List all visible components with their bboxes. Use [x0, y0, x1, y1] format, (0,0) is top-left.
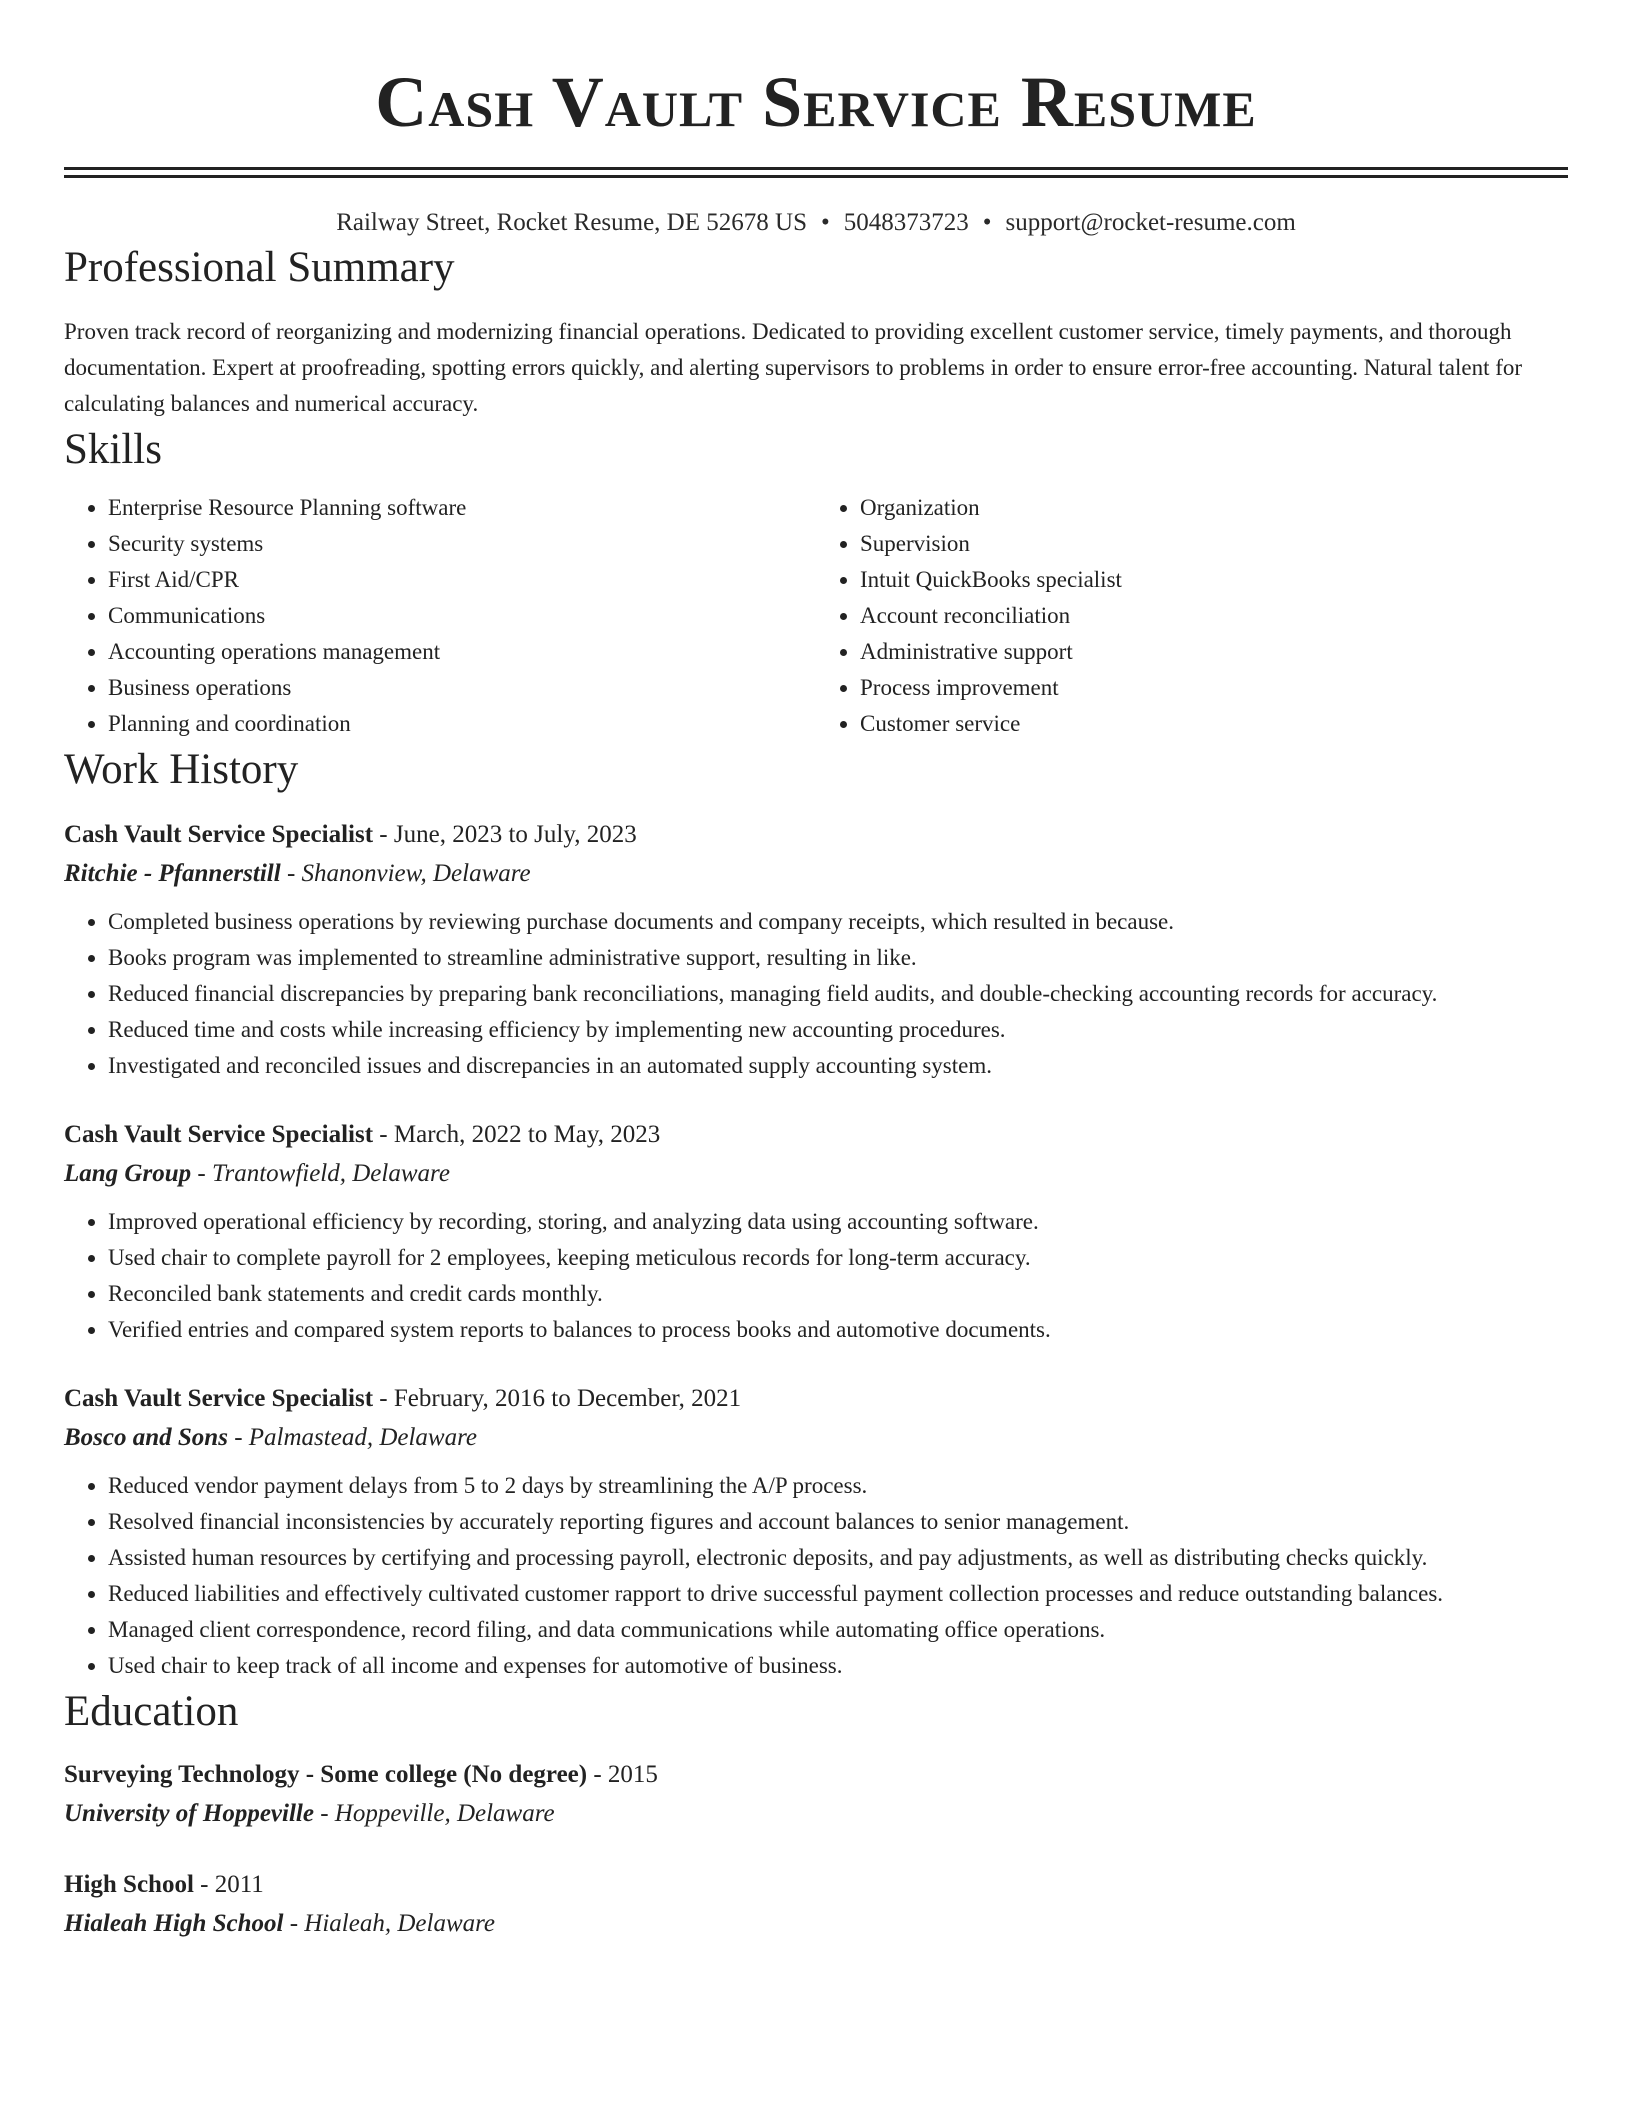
skill-item: • Security systems — [108, 526, 816, 562]
skill-item: • Administrative support — [860, 634, 1568, 670]
job-bullet: • Assisted human resources by certifying and processing payroll, electronic deposits, and pay adjustments, as well as distributing checks quickly. — [108, 1540, 1568, 1576]
education-degree: Surveying Technology - Some college (No degree) — [64, 1761, 588, 1788]
contact-phone: 5048373723 — [843, 209, 969, 236]
job-bullet: • Reduced liabilities and effectively cultivated customer rapport to drive successful payment collection processes and reduce outstanding balances. — [108, 1576, 1568, 1612]
contact-separator: • — [982, 209, 992, 236]
job-location: - Palmastead, Delaware — [227, 1424, 477, 1451]
job-company: Ritchie - Pfannerstill — [64, 860, 281, 887]
education-entry — [64, 1866, 1568, 1944]
professional-summary-section — [64, 240, 1568, 422]
skill-item: • Customer service — [860, 706, 1568, 742]
job-dates: - March, 2022 to May, 2023 — [373, 1121, 661, 1148]
job-bullet: • Managed client correspondence, record filing, and data communications while automating office operations. — [108, 1612, 1568, 1648]
job-header — [64, 1380, 1568, 1418]
job-bullets — [64, 1204, 1568, 1348]
job-bullet: • Reduced vendor payment delays from 5 to 2 days by streamlining the A/P process. — [108, 1468, 1568, 1504]
contact-address: Railway Street, Rocket Resume, DE 52678 US — [336, 209, 807, 236]
education-school: Hialeah High School — [64, 1910, 284, 1937]
skill-item: • Communications — [108, 598, 816, 634]
title-double-rule — [64, 167, 1568, 178]
education-entry — [64, 1756, 1568, 1834]
job-title: Cash Vault Service Specialist — [64, 1385, 374, 1412]
education-section — [64, 1684, 1568, 1944]
skills-section — [64, 422, 1568, 742]
education-degree: High School — [64, 1871, 194, 1898]
skill-item: • Accounting operations management — [108, 634, 816, 670]
section-heading-summary: Professional Summary — [64, 244, 455, 291]
education-degree-line — [64, 1756, 1568, 1794]
skill-item: • Account reconciliation — [860, 598, 1568, 634]
skill-item: • Supervision — [860, 526, 1568, 562]
section-heading-skills: Skills — [64, 426, 162, 473]
job-bullets — [64, 1468, 1568, 1684]
job-employer — [64, 1418, 1568, 1458]
education-school: University of Hoppeville — [64, 1800, 314, 1827]
skills-list-right — [816, 490, 1568, 742]
job-header — [64, 1116, 1568, 1154]
skill-item: • First Aid/CPR — [108, 562, 816, 598]
skill-item: • Intuit QuickBooks specialist — [860, 562, 1568, 598]
education-year: - 2015 — [587, 1761, 658, 1788]
job-employer — [64, 854, 1568, 894]
education-year: - 2011 — [193, 1871, 264, 1898]
job-title: Cash Vault Service Specialist — [64, 821, 374, 848]
skills-grid — [64, 490, 1568, 742]
job-bullet: • Used chair to keep track of all income and expenses for automotive of business. — [108, 1648, 1568, 1684]
job-employer — [64, 1154, 1568, 1194]
skill-item: • Business operations — [108, 670, 816, 706]
education-location: - Hoppeville, Delaware — [313, 1800, 555, 1827]
job-bullet: • Completed business operations by reviewing purchase documents and company receipts, which resulted in because. — [108, 904, 1568, 940]
summary-text: Proven track record of reorganizing and modernizing financial operations. Dedicated to providing excellent customer service, timely payments, and thorough documentation. Expert at proofreading, spotting errors quickly, and alerting supervisors to problems in order to ensure error-free accounting. Natural talent for calculating balances and numerical accuracy. — [64, 319, 1523, 416]
contact-email: support@rocket-resume.com — [1005, 209, 1296, 236]
skill-item: • Planning and coordination — [108, 706, 816, 742]
job-company: Bosco and Sons — [64, 1424, 228, 1451]
job-bullet: • Improved operational efficiency by recording, storing, and analyzing data using accounting software. — [108, 1204, 1568, 1240]
job-location: - Trantowfield, Delaware — [191, 1160, 450, 1187]
section-heading-education: Education — [64, 1688, 239, 1735]
education-location: - Hialeah, Delaware — [283, 1910, 496, 1937]
job-entry — [64, 816, 1568, 1084]
section-heading-work-history: Work History — [64, 746, 299, 793]
education-school-line — [64, 1904, 1568, 1944]
skill-item: • Process improvement — [860, 670, 1568, 706]
job-bullet: • Reconciled bank statements and credit cards monthly. — [108, 1276, 1568, 1312]
job-bullets — [64, 904, 1568, 1084]
job-bullet: • Books program was implemented to streamline administrative support, resulting in like. — [108, 940, 1568, 976]
job-dates: - February, 2016 to December, 2021 — [373, 1385, 742, 1412]
job-bullet: • Reduced time and costs while increasing efficiency by implementing new accounting procedures. — [108, 1012, 1568, 1048]
job-header — [64, 816, 1568, 854]
education-school-line — [64, 1794, 1568, 1834]
work-history-section — [64, 742, 1568, 1684]
job-bullet: • Investigated and reconciled issues and discrepancies in an automated supply accounting system. — [108, 1048, 1568, 1084]
job-company: Lang Group — [64, 1160, 192, 1187]
contact-separator: • — [820, 209, 830, 236]
job-dates: - June, 2023 to July, 2023 — [373, 821, 637, 848]
job-title: Cash Vault Service Specialist — [64, 1121, 374, 1148]
job-bullet: • Verified entries and compared system reports to balances to process books and automotive documents. — [108, 1312, 1568, 1348]
job-bullet: • Reduced financial discrepancies by preparing bank reconciliations, managing field audits, and double-checking accounting records for accuracy. — [108, 976, 1568, 1012]
job-entry — [64, 1116, 1568, 1348]
education-degree-line — [64, 1866, 1568, 1904]
skills-list-left — [64, 490, 816, 742]
skill-item: • Organization — [860, 490, 1568, 526]
resume-title: Cash Vault Service Resume — [375, 62, 1257, 142]
job-bullet: • Used chair to complete payroll for 2 employees, keeping meticulous records for long-term accuracy. — [108, 1240, 1568, 1276]
job-location: - Shanonview, Delaware — [280, 860, 531, 887]
skill-item: • Enterprise Resource Planning software — [108, 490, 816, 526]
contact-line — [64, 206, 1568, 240]
job-entry — [64, 1380, 1568, 1684]
job-bullet: • Resolved financial inconsistencies by accurately reporting figures and account balances to senior management. — [108, 1504, 1568, 1540]
